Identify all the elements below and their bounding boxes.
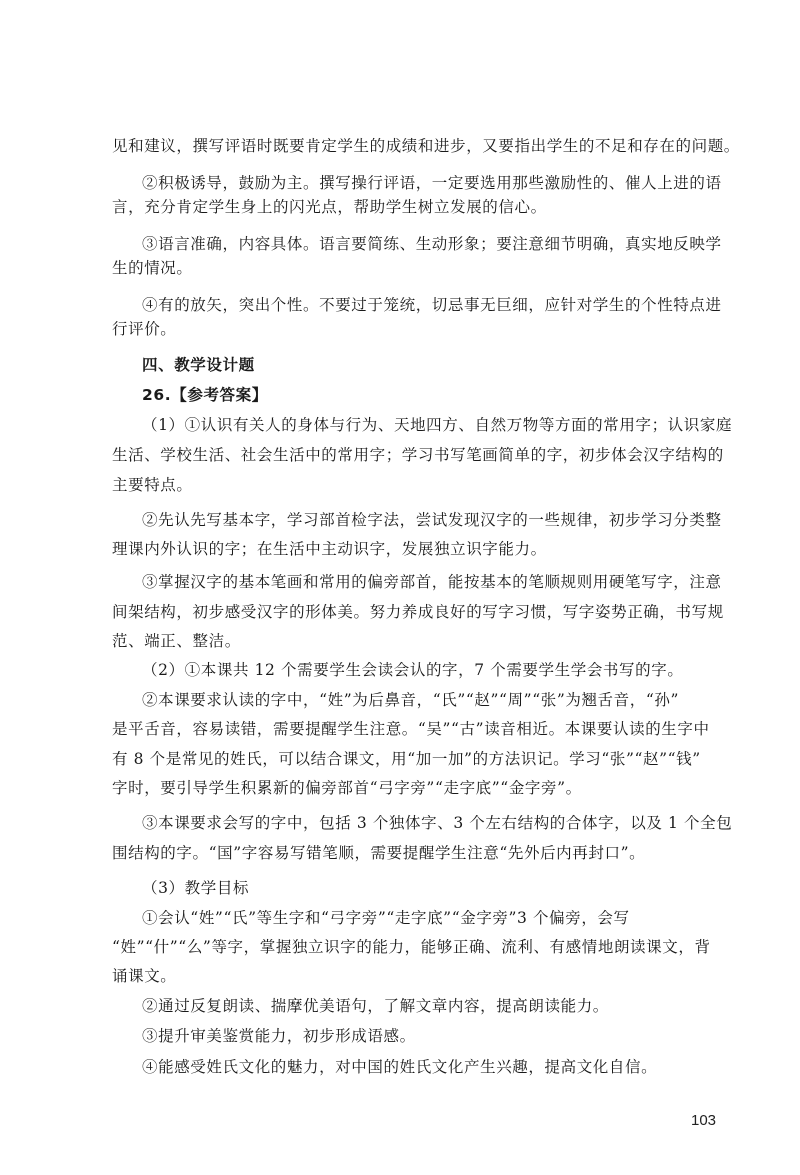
- section-heading: 四、教学设计题: [142, 356, 255, 374]
- text-line: ③提升审美鉴赏能力，初步形成语感。: [142, 1027, 416, 1045]
- text-line: “姓”“什”“么”等字，掌握独立识字的能力，能够正确、流利、有感情地朗读课文，背: [112, 938, 711, 956]
- text-line: 范、端正、整洁。: [112, 632, 241, 650]
- text-line: 主要特点。: [112, 476, 193, 494]
- text-line: （3）教学目标: [142, 879, 250, 897]
- text-line: 有 8 个是常见的姓氏，可以结合课文，用“加一加”的方法识记。学习“张”“赵”“钱”: [112, 750, 701, 768]
- text-line: 生活、学校生活、社会生活中的常用字；学习书写笔画简单的字，初步体会汉字结构的: [112, 446, 724, 464]
- text-line: ①会认“姓”“氏”等生字和“弓字旁”“走字底”“金字旁”3 个偏旁，会写: [142, 909, 630, 927]
- text-line: 理课内外认识的字；在生活中主动识字，发展独立识字能力。: [112, 540, 547, 558]
- text-line: 诵课文。: [112, 967, 177, 985]
- text-line: ②先认先写基本字，学习部首检字法，尝试发现汉字的一些规律，初步学习分类整: [142, 511, 722, 529]
- text-line: （2）①本课共 12 个需要学生会读会认的字，7 个需要学生学会书写的字。: [142, 661, 684, 679]
- answer-heading: 26.【参考答案】: [142, 386, 268, 404]
- text-line: ④有的放矢，突出个性。不要过于笼统，切忌事无巨细，应针对学生的个性特点进: [142, 296, 722, 314]
- text-line: 行评价。: [112, 320, 177, 338]
- text-line: ②积极诱导，鼓励为主。撰写操行评语，一定要选用那些激励性的、催人上进的语: [142, 174, 722, 192]
- text-line: ③语言准确，内容具体。语言要简练、生动形象；要注意细节明确，真实地反映学: [142, 235, 722, 253]
- text-line: ④能感受姓氏文化的魅力，对中国的姓氏文化产生兴趣，提高文化自信。: [142, 1058, 658, 1076]
- text-line: ③掌握汉字的基本笔画和常用的偏旁部首，能按基本的笔顺规则用硬笔写字，注意: [142, 573, 722, 591]
- page-number: 103: [691, 1112, 717, 1129]
- text-line: 围结构的字。“国”字容易写错笔顺，需要提醒学生注意“先外后内再封口”。: [112, 844, 646, 862]
- text-line: 是平舌音，容易读错，需要提醒学生注意。“吴”“古”读音相近。本课要认读的生字中: [112, 720, 710, 738]
- text-line: 字时，要引导学生积累新的偏旁部首“弓字旁”“走字底”“金字旁”。: [112, 779, 582, 797]
- text-line: （1）①认识有关人的身体与行为、天地四方、自然万物等方面的常用字；认识家庭: [142, 416, 733, 434]
- text-line: 生的情况。: [112, 259, 193, 277]
- text-line: ②本课要求认读的字中，“姓”为后鼻音，“氏”“赵”“周”“张”为翘舌音，“孙”: [142, 691, 679, 709]
- text-line: 见和建议，撰写评语时既要肯定学生的成绩和进步，又要指出学生的不足和存在的问题。: [112, 137, 740, 155]
- text-line: ②通过反复朗读、揣摩优美语句，了解文章内容，提高朗读能力。: [142, 997, 609, 1015]
- text-line: 言，充分肯定学生身上的闪光点，帮助学生树立发展的信心。: [112, 198, 547, 216]
- text-line: 间架结构，初步感受汉字的形体美。努力养成良好的写字习惯，写字姿势正确，书写规: [112, 603, 724, 621]
- text-line: ③本课要求会写的字中，包括 3 个独体字、3 个左右结构的合体字，以及 1 个全包: [142, 814, 733, 832]
